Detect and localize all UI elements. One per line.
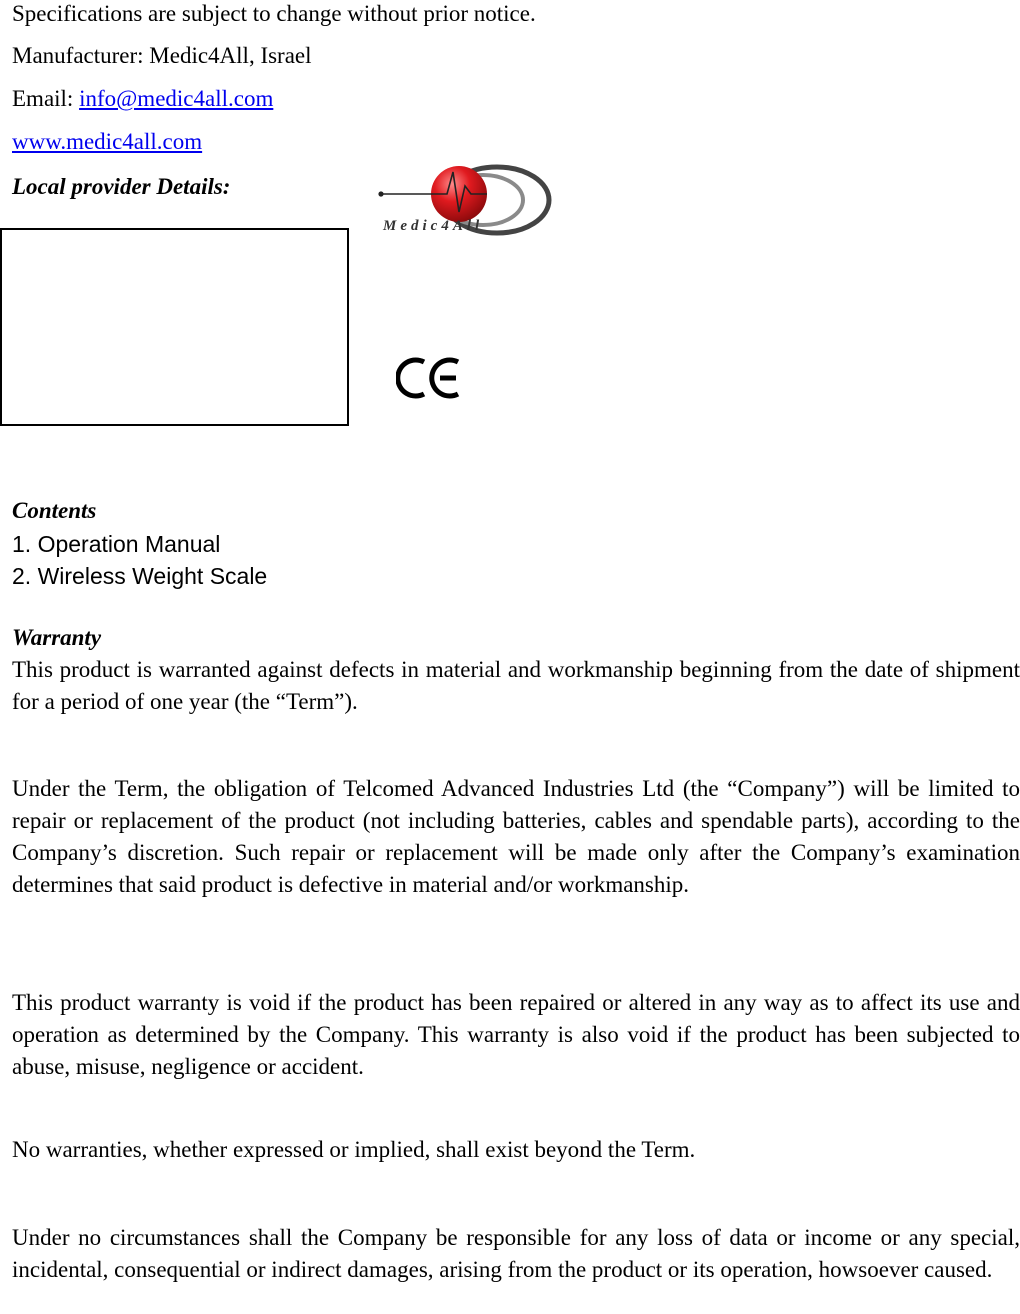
contents-item-wireless-weight-scale: 2. Wireless Weight Scale: [12, 563, 268, 589]
ce-label: CE: [429, 380, 431, 381]
email-line: [12, 85, 273, 113]
warranty-paragraph: No warranties, whether expressed or implied, shall exist beyond the Term.: [12, 1137, 696, 1162]
logo-pulse-dot: [378, 191, 383, 196]
warranty-paragraph: This product is warranted against defects in material and workmanship beginning from the date of shipment for a period of one year (the “Term”).: [12, 657, 1020, 714]
contents-heading: Contents: [12, 498, 97, 523]
medic4all-logo: [375, 162, 555, 240]
logo-wordmark: Medic4All: [383, 218, 484, 234]
warranty-paragraph: Under the Term, the obligation of Telcomed Advanced Industries Ltd (the “Company”) will be limited to repair or replacement of the product (not including batteries, cables and spendable parts), according to the Company’s discretion. Such repair or replacement will be made only after the Company’s examination determines that said product is defective in material and/or workmanship.: [12, 776, 1020, 897]
email-label: Email:: [12, 86, 80, 111]
ce-c-glyph: [398, 360, 424, 396]
ce-mark: [396, 354, 464, 402]
website-link[interactable]: www.medic4all.com: [12, 129, 203, 154]
local-provider-box: [0, 228, 349, 426]
ce-e-glyph: [432, 360, 458, 396]
email-link[interactable]: info@medic4all.com: [79, 86, 274, 111]
website-link-line: [12, 128, 202, 156]
warranty-paragraph: Under no circumstances shall the Company be responsible for any loss of data or income or any special, incidental, consequential or indirect damages, arising from the product or its operation, howsoever caused.: [12, 1225, 1020, 1282]
warranty-heading: Warranty: [12, 625, 102, 650]
contents-item-operation-manual: 1. Operation Manual: [12, 531, 221, 557]
local-provider-heading: Local provider Details:: [12, 174, 231, 199]
manufacturer-line: Manufacturer: Medic4All, Israel: [12, 43, 312, 68]
warranty-paragraph: This product warranty is void if the product has been repaired or altered in any way as to affect its use and operation as determined by the Company. This warranty is also void if the product has been subjected to abuse, misuse, negligence or accident.: [12, 990, 1020, 1079]
specifications-notice: Specifications are subject to change without prior notice.: [12, 1, 536, 26]
